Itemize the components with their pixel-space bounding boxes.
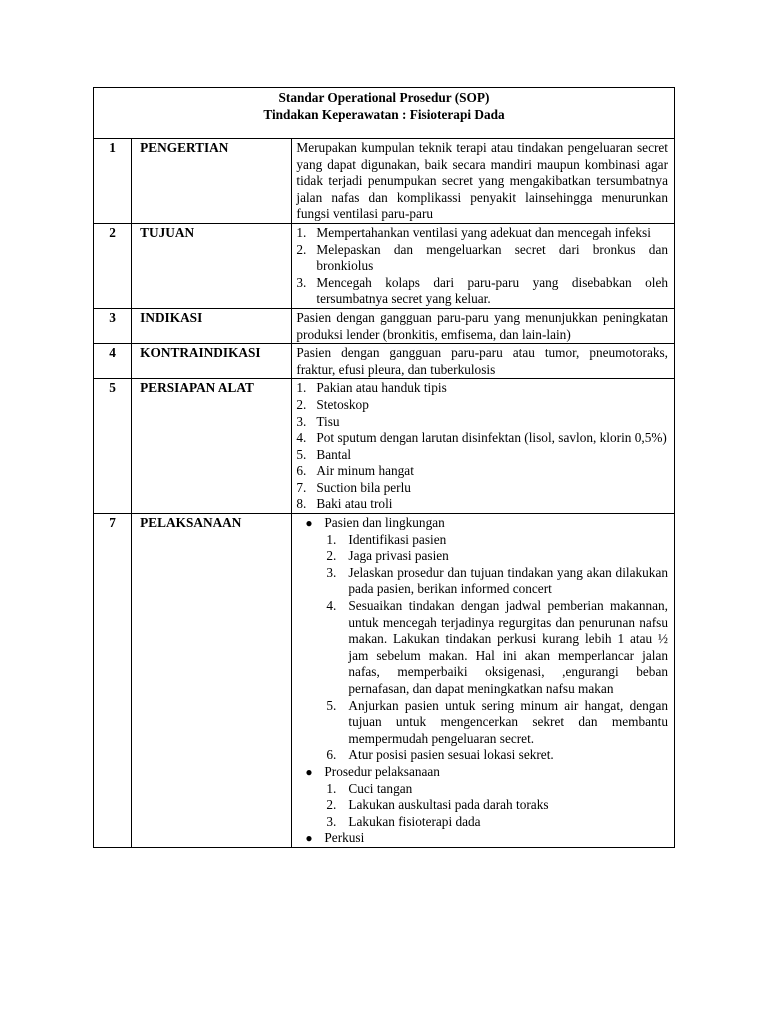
row-label: INDIKASI xyxy=(132,308,292,343)
step-item xyxy=(324,814,668,831)
step-text: Jaga privasi pasien xyxy=(348,548,449,564)
row-label: TUJUAN xyxy=(132,223,292,308)
row-content xyxy=(292,344,675,379)
step-list xyxy=(324,781,668,831)
list-item xyxy=(296,480,668,497)
row-content xyxy=(292,379,675,514)
step-item xyxy=(324,532,668,549)
row-content xyxy=(292,223,675,308)
list-item-text: Mempertahankan ventilasi yang adekuat dan mencegah infeksi xyxy=(316,224,651,240)
row-content xyxy=(292,514,675,848)
table-row xyxy=(94,223,675,308)
list-item-text: Bantal xyxy=(316,446,352,462)
list-item-text: Air minum hangat xyxy=(316,463,414,479)
step-item xyxy=(324,781,668,798)
bullet-icon: ● xyxy=(305,764,313,779)
list-number: 6. xyxy=(296,463,307,479)
table-row xyxy=(94,514,675,848)
list-item xyxy=(296,397,668,414)
step-item xyxy=(324,797,668,814)
list-number: 7. xyxy=(296,479,307,495)
step-text: Identifikasi pasien xyxy=(348,531,447,547)
step-text: Anjurkan pasien untuk sering minum air hangat, dengan tujuan untuk mengencerkan sekret dan membantu mempermudah pengeluaran secret. xyxy=(348,697,668,746)
step-number: 1. xyxy=(326,531,337,547)
list-item-text: Pot sputum dengan larutan disinfektan (lisol, savlon, klorin 0,5%) xyxy=(316,430,667,446)
step-text: Cuci tangan xyxy=(348,780,413,796)
step-list xyxy=(324,532,668,764)
list-item xyxy=(296,447,668,464)
step-number: 2. xyxy=(326,797,337,813)
list-item xyxy=(296,430,668,447)
sop-title-line-2: Tindakan Keperawatan : Fisioterapi Dada xyxy=(263,106,505,122)
step-number: 4. xyxy=(326,598,337,614)
row-text: Pasien dengan gangguan paru-paru atau tumor, pneumotoraks, fraktur, efusi pleura, dan tuberkulosis xyxy=(296,345,668,377)
list-item xyxy=(296,496,668,513)
row-number: 2 xyxy=(94,223,132,308)
step-item xyxy=(324,698,668,748)
table-row xyxy=(94,308,675,343)
bullet-title: Pasien dan lingkungan xyxy=(324,515,445,531)
step-number: 3. xyxy=(326,813,337,829)
list-number: 1. xyxy=(296,380,307,396)
list-item-text: Melepaskan dan mengeluarkan secret dari bronkus dan bronkiolus xyxy=(316,241,668,274)
list-item-text: Baki atau troli xyxy=(316,496,393,512)
list-number: 8. xyxy=(296,496,307,512)
list-number: 1. xyxy=(296,224,307,240)
table-row xyxy=(94,139,675,224)
list-number: 2. xyxy=(296,241,307,257)
table-row xyxy=(94,379,675,514)
list-item xyxy=(296,380,668,397)
step-text: Atur posisi pasien sesuai lokasi sekret. xyxy=(348,747,554,763)
list-item xyxy=(296,225,668,242)
step-number: 6. xyxy=(326,747,337,763)
step-item xyxy=(324,548,668,565)
list-number: 3. xyxy=(296,274,307,290)
numbered-list xyxy=(296,380,668,513)
step-item xyxy=(324,565,668,598)
step-text: Sesuaikan tindakan dengan jadwal pemberian makannan, untuk mencegah terjadinya regurgitas dan penurunan nafsu makan. Lakukan tindakan perkusi kurang lebih 1 atau ½ jam sebelum makan. Hal ini akan memperlancar jalan nafas, memperbaiki oksigenasi, ,engurangi beban pernafasan, dan dapat meningkatkan nafsu makan xyxy=(348,598,668,696)
list-item-text: Suction bila perlu xyxy=(316,479,411,495)
step-number: 2. xyxy=(326,548,337,564)
sop-title-line-1: Standar Operational Prosedur (SOP) xyxy=(278,90,490,105)
row-number: 1 xyxy=(94,139,132,224)
row-text: Merupakan kumpulan teknik terapi atau tindakan pengeluaran secret yang dapat digunakan, baik secara mandiri maupun kombinasi agar tidak terjadi penumpukan secret yang mengakibatkan tersumbatnya jalan nafas dan komplikassi penyakit lainsehingga menurunkan fungsi ventilasi paru-paru xyxy=(296,140,668,222)
row-number: 4 xyxy=(94,344,132,379)
table-row xyxy=(94,344,675,379)
row-number: 7 xyxy=(94,514,132,848)
list-number: 5. xyxy=(296,446,307,462)
step-number: 1. xyxy=(326,780,337,796)
title-row xyxy=(94,88,675,139)
list-item xyxy=(296,414,668,431)
bullet-icon: ● xyxy=(305,831,313,846)
row-label: PELAKSANAAN xyxy=(132,514,292,848)
list-item xyxy=(296,242,668,275)
bullet-title: Perkusi xyxy=(324,830,365,846)
step-text: Lakukan auskultasi pada darah toraks xyxy=(348,797,549,813)
list-item-text: Tisu xyxy=(316,413,340,429)
row-label: PENGERTIAN xyxy=(132,139,292,224)
bullet-item xyxy=(296,515,668,764)
step-number: 5. xyxy=(326,697,337,713)
list-item-text: Stetoskop xyxy=(316,396,369,412)
sop-table xyxy=(93,87,675,848)
list-item xyxy=(296,275,668,308)
row-number: 3 xyxy=(94,308,132,343)
bullet-title: Prosedur pelaksanaan xyxy=(324,763,440,779)
step-text: Lakukan fisioterapi dada xyxy=(348,813,481,829)
row-text: Pasien dengan gangguan paru-paru yang menunjukkan peningkatan produksi lender (bronkitis, emfisema, dan lain-lain) xyxy=(296,309,668,342)
row-content xyxy=(292,139,675,224)
row-label: PERSIAPAN ALAT xyxy=(132,379,292,514)
bullet-list xyxy=(296,515,668,847)
list-number: 2. xyxy=(296,396,307,412)
row-number: 5 xyxy=(94,379,132,514)
numbered-list xyxy=(296,225,668,308)
bullet-item xyxy=(296,764,668,830)
bullet-item xyxy=(296,830,668,847)
sop-title xyxy=(94,88,675,139)
list-item-text: Pakian atau handuk tipis xyxy=(316,380,447,396)
step-item xyxy=(324,598,668,698)
list-number: 3. xyxy=(296,413,307,429)
row-content xyxy=(292,308,675,343)
step-number: 3. xyxy=(326,564,337,580)
list-item xyxy=(296,463,668,480)
bullet-icon: ● xyxy=(305,516,313,531)
step-text: Jelaskan prosedur dan tujuan tindakan yang akan dilakukan pada pasien, berikan informed concert xyxy=(348,564,668,597)
row-label: KONTRAINDIKASI xyxy=(132,344,292,379)
list-item-text: Mencegah kolaps dari paru-paru yang disebabkan oleh tersumbatnya secret yang keluar. xyxy=(316,274,668,307)
step-item xyxy=(324,747,668,764)
list-number: 4. xyxy=(296,430,307,446)
